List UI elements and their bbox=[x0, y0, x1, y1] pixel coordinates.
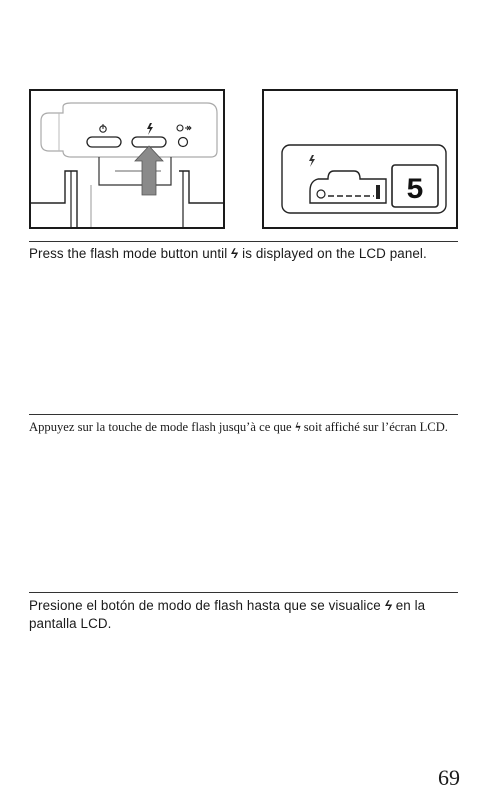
flash-icon: ϟ bbox=[383, 598, 394, 613]
divider-en bbox=[29, 241, 458, 242]
instruction-es-text-end: en la pantalla LCD. bbox=[29, 598, 426, 631]
frame-counter: 5 bbox=[405, 174, 425, 208]
lcd-panel-illustration bbox=[264, 91, 456, 227]
instruction-fr bbox=[29, 419, 461, 436]
self-timer-button[interactable] bbox=[87, 137, 121, 147]
lcd-panel-figure bbox=[262, 89, 458, 229]
flash-icon bbox=[309, 155, 315, 167]
instruction-en-text-end: is displayed on the LCD panel. bbox=[238, 246, 427, 261]
flash-icon bbox=[147, 123, 153, 135]
instruction-es-text-start: Presione el botón de modo de flash hasta que se visualice bbox=[29, 598, 385, 613]
instruction-en bbox=[29, 245, 461, 263]
divider-es bbox=[29, 592, 458, 593]
instruction-fr-text-start: Appuyez sur la touche de mode flash jusqu’à ce que bbox=[29, 420, 295, 434]
self-timer-icon bbox=[100, 124, 106, 132]
red-eye-reduction-icon bbox=[177, 125, 191, 131]
instruction-en-text-start: Press the flash mode button until bbox=[29, 246, 232, 261]
button-panel-illustration bbox=[31, 91, 223, 227]
divider-fr bbox=[29, 414, 458, 415]
instruction-fr-text-end: soit affiché sur l’écran LCD. bbox=[300, 420, 448, 434]
battery-icon bbox=[310, 171, 386, 203]
button-panel-figure bbox=[29, 89, 225, 229]
flash-icon: ϟ bbox=[229, 246, 240, 261]
page-number: 69 bbox=[438, 765, 460, 790]
instruction-es bbox=[29, 597, 461, 633]
flash-icon: ϟ bbox=[293, 420, 302, 434]
red-eye-button[interactable] bbox=[179, 138, 188, 147]
